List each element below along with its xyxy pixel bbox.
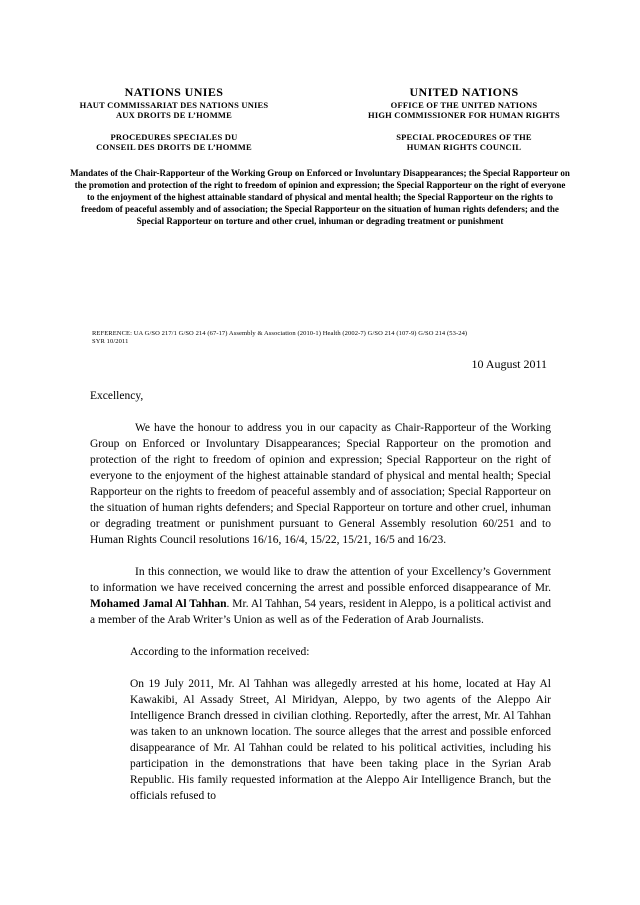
reference-line2: SYR 10/2011 — [92, 338, 129, 345]
document-date: 10 August 2011 — [471, 357, 547, 371]
office-line1-french: HAUT COMMISSARIAT DES NATIONS UNIES — [79, 100, 269, 110]
procedures-line1-english: SPECIAL PROCEDURES OF THE — [396, 132, 532, 142]
letter-body — [90, 388, 551, 804]
subject-name: Mohamed Jamal Al Tahhan — [90, 598, 227, 610]
office-line1-english: OFFICE OF THE UNITED NATIONS — [390, 100, 538, 110]
mandates-statement: Mandates of the Chair-Rapporteur of the Working Group on Enforced or Involuntary Disappearances; the Special Rapporteur on the promotion and protection of the right to freedom of opinion and expression; the Special Rapporteur on the right of everyone to the enjoyment of the highest attainable standard of physical and mental health; the Special Rapporteur on the rights to freedom of peaceful assembly and of association; the Special Rapporteur on the situation of human rights defenders; and the Special Rapporteur on torture and other cruel, inhuman or degrading treatment or punishment — [70, 168, 570, 226]
paragraph-subject-before: In this connection, we would like to draw the attention of your Excellency’s Government to information we have received concerning the arrest and possible enforced disappearance of Mr. — [90, 566, 551, 594]
letterhead-english — [350, 85, 578, 152]
office-line2-french: AUX DROITS DE L’HOMME — [115, 110, 233, 120]
reference-line1: REFERENCE: UA G/SO 217/1 G/SO 214 (67-17) Assembly & Association (2010-1) Health (2002-7) G/SO 214 (107-9) G/SO 214 (53-24) — [92, 330, 468, 337]
paragraph-subject-after: . Mr. Al Tahhan, 54 years, resident in Aleppo, is a political activist and a member of the Arab Writer’s Union as well as of the Federation of Arab Journalists. — [90, 598, 551, 626]
salutation: Excellency, — [90, 390, 144, 402]
org-name-french: NATIONS UNIES — [124, 85, 224, 99]
reference-block — [92, 330, 562, 346]
paragraph-information-intro: According to the information received: — [130, 646, 310, 658]
procedures-block-french — [60, 132, 288, 152]
procedures-line2-english: HUMAN RIGHTS COUNCIL — [406, 142, 522, 152]
letterhead-french — [60, 85, 288, 152]
paragraph-capacity: We have the honour to address you in our capacity as Chair-Rapporteur of the Working Group on Enforced or Involuntary Disappearances; Special Rapporteur on the promotion and protection of the right to freedom of opinion and expression; Special Rapporteur on the right of everyone to the enjoyment of the highest attainable standard of physical and mental health; Special Rapporteur on the rights to freedom of peaceful assembly and of association; Special Rapporteur on the situation of human rights defenders; and Special Rapporteur on torture and other cruel, inhuman or degrading treatment or punishment pursuant to General Assembly resolution 60/251 and to Human Rights Council resolutions 16/16, 16/4, 15/22, 15/21, 16/5 and 16/23. — [90, 422, 551, 546]
procedures-line2-french: CONSEIL DES DROITS DE L’HOMME — [96, 142, 252, 152]
paragraph-allegation: On 19 July 2011, Mr. Al Tahhan was allegedly arrested at his home, located at Hay Al Kawakibi, Al Assady Street, Al Miridyan, Aleppo, by two agents of the Aleppo Air Intelligence Branch dressed in civilian clothing. Reportedly, after the arrest, Mr. Al Tahhan was taken to an unknown location. The source alleges that the arrest and possible enforced disappearance of Mr. Al Tahhan could be related to his political activities, including his participation in the demonstrations that have been taking place in the Syrian Arab Republic. His family requested information at the Aleppo Air Intelligence Branch, but the officials refused to — [130, 678, 551, 802]
procedures-line1-french: PROCEDURES SPECIALES DU — [110, 132, 238, 142]
office-line2-english: HIGH COMMISSIONER FOR HUMAN RIGHTS — [368, 110, 560, 120]
procedures-block-english — [350, 132, 578, 152]
org-name-english: UNITED NATIONS — [409, 85, 519, 99]
paragraph-subject — [90, 564, 551, 628]
